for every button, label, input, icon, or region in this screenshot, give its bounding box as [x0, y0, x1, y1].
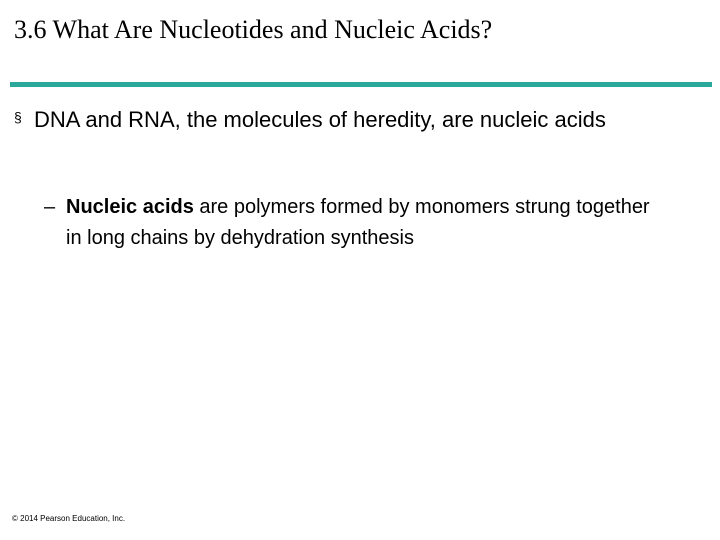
square-bullet-icon: §: [14, 109, 22, 125]
slide-title: 3.6 What Are Nucleotides and Nucleic Acids?: [14, 15, 493, 44]
sub-bullet-term: Nucleic acids: [66, 196, 194, 218]
sub-bullet-text: [66, 192, 666, 254]
sub-bullet-rest: are polymers formed by monomers strung together in long chains by dehydration synthesis: [66, 196, 650, 249]
bullet-text: DNA and RNA, the molecules of heredity, are nucleic acids: [34, 107, 606, 132]
dash-bullet-icon: –: [44, 196, 56, 218]
title-divider: [10, 82, 712, 87]
copyright-footer: © 2014 Pearson Education, Inc.: [12, 514, 126, 523]
